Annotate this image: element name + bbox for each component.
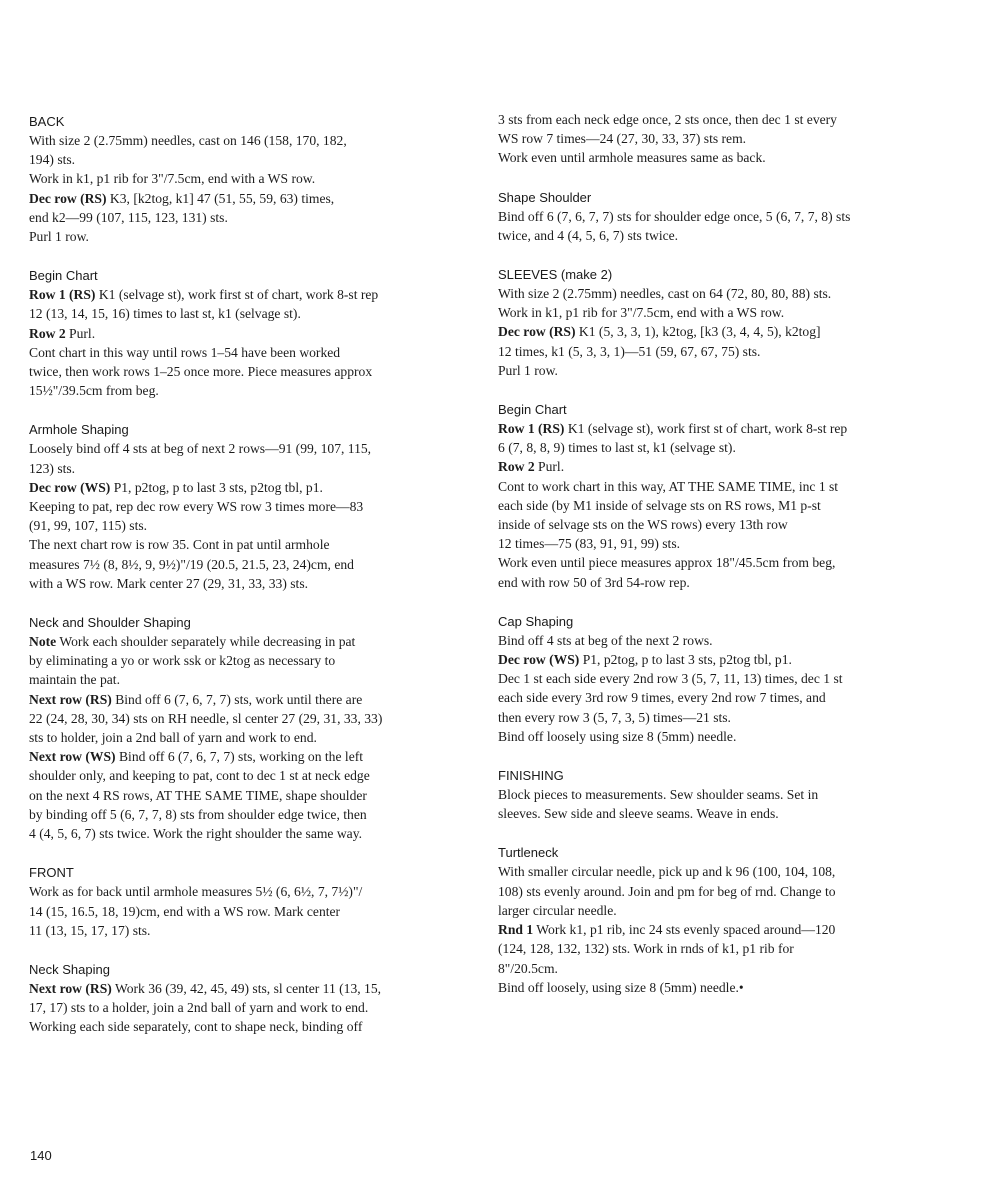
instruction-line bbox=[498, 148, 948, 167]
section-heading: Cap Shaping bbox=[498, 613, 574, 629]
instruction-text: Dec 1 st each side every 2nd row 3 (5, 7, 11, 13) times, dec 1 st bbox=[498, 671, 843, 687]
instruction-line bbox=[498, 882, 948, 901]
instruction-line bbox=[29, 227, 479, 246]
instruction-text: Purl. bbox=[534, 459, 565, 475]
instruction-text: Bind off 4 sts at beg of the next 2 rows. bbox=[498, 632, 713, 648]
section-heading: SLEEVES (make 2) bbox=[498, 267, 613, 283]
instruction-line bbox=[29, 439, 479, 458]
instruction-line bbox=[498, 573, 948, 592]
instruction-line bbox=[29, 902, 479, 921]
instruction-line bbox=[498, 901, 948, 920]
instruction-text: Keeping to pat, rep dec row every WS row 3 times more—83 bbox=[29, 499, 364, 515]
section-begin-chart bbox=[498, 400, 948, 592]
instruction-text: sleeves. Sew side and sleeve seams. Weave in ends. bbox=[498, 806, 779, 822]
instruction-line bbox=[498, 708, 948, 727]
instruction-line bbox=[498, 978, 948, 997]
instruction-text: Purl. bbox=[65, 325, 96, 341]
instruction-line bbox=[29, 805, 479, 824]
instruction-line bbox=[29, 786, 479, 805]
section-neck-shaping bbox=[29, 960, 479, 1037]
instruction-text: 17, 17) sts to a holder, join a 2nd ball of yarn and work to end. bbox=[29, 1000, 369, 1016]
section-heading: Neck and Shoulder Shaping bbox=[29, 615, 191, 631]
instruction-line bbox=[29, 304, 479, 323]
instruction-text: Work in k1, p1 rib for 3"/7.5cm, end with a WS row. bbox=[29, 171, 316, 187]
instruction-text: The next chart row is row 35. Cont in pat until armhole bbox=[29, 537, 330, 553]
section-heading: BACK bbox=[29, 114, 65, 129]
page-number: 140 bbox=[30, 1148, 52, 1163]
instruction-text: by eliminating a yo or work ssk or k2tog as necessary to bbox=[29, 653, 336, 669]
instruction-line bbox=[498, 303, 948, 322]
instruction-line bbox=[498, 669, 948, 688]
instruction-line bbox=[498, 129, 948, 148]
instruction-text: P1, p2tog, p to last 3 sts, p2tog tbl, p1. bbox=[579, 652, 792, 668]
instruction-line bbox=[29, 189, 479, 208]
row-label: Dec row (RS) bbox=[29, 190, 107, 206]
instruction-text: 4 (4, 5, 6, 7) sts twice. Work the right shoulder the same way. bbox=[29, 826, 363, 842]
section-heading: Shape Shoulder bbox=[498, 189, 592, 205]
instruction-text: each side every 3rd row 9 times, every 2nd row 7 times, and bbox=[498, 690, 826, 706]
instruction-text: With size 2 (2.75mm) needles, cast on 146 (158, 170, 182, bbox=[29, 133, 347, 148]
instruction-line bbox=[29, 381, 479, 400]
instruction-text: 3 sts from each neck edge once, 2 sts once, then dec 1 st every bbox=[498, 112, 837, 127]
instruction-line bbox=[498, 342, 948, 361]
instruction-text: Bind off 6 (7, 6, 7, 7) sts for shoulder edge once, 5 (6, 7, 7, 8) sts bbox=[498, 208, 851, 224]
section-turtleneck bbox=[498, 843, 948, 996]
instruction-text: Bind off 6 (7, 6, 7, 7) sts, work until there are bbox=[111, 691, 363, 707]
instruction-text: K1 (selvage st), work first st of chart, work 8-st rep bbox=[95, 287, 379, 303]
instruction-text: 12 times—75 (83, 91, 91, 99) sts. bbox=[498, 536, 681, 552]
instruction-line bbox=[29, 324, 479, 343]
instruction-text: Bind off loosely, using size 8 (5mm) needle.• bbox=[498, 979, 744, 995]
instruction-line bbox=[498, 226, 948, 245]
instruction-text: 194) sts. bbox=[29, 152, 76, 168]
row-label: Next row (RS) bbox=[29, 980, 112, 996]
instruction-text: on the next 4 RS rows, AT THE SAME TIME, shape shoulder bbox=[29, 787, 367, 803]
instruction-text: Block pieces to measurements. Sew shoulder seams. Set in bbox=[498, 787, 819, 803]
instruction-text: twice, then work rows 1–25 once more. Piece measures approx bbox=[29, 364, 373, 380]
section-shape-shoulder bbox=[498, 188, 948, 245]
instruction-line bbox=[29, 497, 479, 516]
instruction-line bbox=[29, 979, 479, 998]
section-heading: FINISHING bbox=[498, 768, 564, 784]
instruction-line bbox=[498, 515, 948, 534]
instruction-text: Work even until piece measures approx 18"/45.5cm from beg, bbox=[498, 555, 836, 571]
instruction-line bbox=[498, 650, 948, 669]
instruction-text: Work each shoulder separately while decreasing in pat bbox=[56, 634, 356, 650]
instruction-line bbox=[29, 728, 479, 747]
instruction-text: Work 36 (39, 42, 45, 49) sts, sl center 11 (13, 15, bbox=[111, 980, 382, 996]
instruction-line bbox=[29, 670, 479, 689]
instruction-text: Bind off 6 (7, 6, 7, 7) sts, working on the left bbox=[115, 749, 364, 765]
instruction-text: Work as for back until armhole measures 5½ (6, 6½, 7, 7½)"/ bbox=[29, 884, 363, 900]
instruction-line bbox=[498, 457, 948, 476]
instruction-line bbox=[498, 207, 948, 226]
instruction-text: K1 (selvage st), work first st of chart, work 8-st rep bbox=[564, 421, 848, 437]
instruction-line bbox=[29, 921, 479, 940]
instruction-text: sts to holder, join a 2nd ball of yarn and work to end. bbox=[29, 730, 317, 746]
section-back bbox=[29, 112, 479, 246]
instruction-text: 15½"/39.5cm from beg. bbox=[29, 383, 159, 399]
instruction-line bbox=[29, 459, 479, 478]
instruction-line bbox=[29, 555, 479, 574]
instruction-line bbox=[29, 208, 479, 227]
instruction-text: 6 (7, 8, 8, 9) times to last st, k1 (selvage st). bbox=[498, 440, 736, 456]
row-label: Next row (WS) bbox=[29, 749, 116, 765]
left-column bbox=[29, 112, 479, 1037]
instruction-text: 22 (24, 28, 30, 34) sts on RH needle, sl center 27 (29, 31, 33, 33) bbox=[29, 710, 383, 726]
row-label: Rnd 1 bbox=[498, 922, 534, 938]
instruction-line bbox=[498, 534, 948, 553]
row-label: Dec row (WS) bbox=[498, 652, 580, 668]
instruction-line bbox=[29, 478, 479, 497]
instruction-line bbox=[29, 882, 479, 901]
section-cap-shaping bbox=[498, 612, 948, 746]
row-label: Note bbox=[29, 634, 57, 650]
row-label: Row 2 bbox=[498, 459, 535, 475]
instruction-text: end k2—99 (107, 115, 123, 131) sts. bbox=[29, 209, 228, 225]
section-heading: Turtleneck bbox=[498, 845, 559, 861]
section-continued bbox=[498, 110, 948, 168]
section-heading: Neck Shaping bbox=[29, 961, 110, 977]
right-column bbox=[498, 110, 948, 997]
instruction-line bbox=[498, 361, 948, 380]
instruction-text: Work k1, p1 rib, inc 24 sts evenly spaced around—120 bbox=[533, 922, 836, 938]
instruction-line bbox=[498, 688, 948, 707]
instruction-line bbox=[498, 804, 948, 823]
instruction-text: P1, p2tog, p to last 3 sts, p2tog tbl, p1. bbox=[110, 479, 323, 495]
instruction-text: (124, 128, 132, 132) sts. Work in rnds of k1, p1 rib for bbox=[498, 941, 794, 957]
instruction-line bbox=[498, 959, 948, 978]
instruction-text: 12 times, k1 (5, 3, 3, 1)—51 (59, 67, 67, 75) sts. bbox=[498, 343, 761, 359]
instruction-text: by binding off 5 (6, 7, 7, 8) sts from shoulder edge twice, then bbox=[29, 806, 367, 822]
instruction-text: With size 2 (2.75mm) needles, cast on 64 (72, 80, 80, 88) sts. bbox=[498, 286, 832, 302]
section-front bbox=[29, 863, 479, 940]
instruction-text: K1 (5, 3, 3, 1), k2tog, [k3 (3, 4, 4, 5), k2tog] bbox=[575, 324, 821, 340]
instruction-line bbox=[29, 824, 479, 843]
instruction-line bbox=[498, 862, 948, 881]
instruction-text: (91, 99, 107, 115) sts. bbox=[29, 518, 148, 534]
section-heading: FRONT bbox=[29, 865, 74, 881]
instruction-line bbox=[29, 998, 479, 1017]
instruction-text: Bind off loosely using size 8 (5mm) needle. bbox=[498, 728, 737, 744]
instruction-text: Loosely bind off 4 sts at beg of next 2 rows—91 (99, 107, 115, bbox=[29, 441, 372, 457]
instruction-line bbox=[498, 284, 948, 303]
section-begin-chart bbox=[29, 266, 479, 400]
instruction-line bbox=[29, 690, 479, 709]
instruction-text: inside of selvage sts on the WS rows) every 13th row bbox=[498, 517, 788, 533]
instruction-text: Purl 1 row. bbox=[498, 362, 558, 378]
instruction-line bbox=[29, 709, 479, 728]
row-label: Next row (RS) bbox=[29, 691, 112, 707]
section-finishing bbox=[498, 766, 948, 823]
instruction-line bbox=[29, 651, 479, 670]
instruction-line bbox=[498, 496, 948, 515]
instruction-line bbox=[29, 632, 479, 651]
instruction-line bbox=[29, 516, 479, 535]
section-sleeves-make-2 bbox=[498, 265, 948, 380]
instruction-text: twice, and 4 (4, 5, 6, 7) sts twice. bbox=[498, 227, 679, 243]
instruction-text: each side (by M1 inside of selvage sts on RS rows, M1 p-st bbox=[498, 497, 821, 513]
instruction-line bbox=[29, 1017, 479, 1036]
instruction-line bbox=[29, 285, 479, 304]
instruction-text: With smaller circular needle, pick up and k 96 (100, 104, 108, bbox=[498, 864, 836, 880]
instruction-line bbox=[498, 939, 948, 958]
instruction-line bbox=[498, 419, 948, 438]
instruction-line bbox=[498, 920, 948, 939]
instruction-text: Cont to work chart in this way, AT THE SAME TIME, inc 1 st bbox=[498, 478, 839, 494]
section-heading: Begin Chart bbox=[29, 268, 98, 284]
instruction-line bbox=[498, 553, 948, 572]
instruction-text: 11 (13, 15, 17, 17) sts. bbox=[29, 922, 151, 938]
row-label: Dec row (RS) bbox=[498, 324, 576, 340]
instruction-text: measures 7½ (8, 8½, 9, 9½)"/19 (20.5, 21.5, 23, 24)cm, end bbox=[29, 556, 354, 572]
instruction-line bbox=[29, 535, 479, 554]
instruction-line bbox=[29, 766, 479, 785]
instruction-text: 123) sts. bbox=[29, 460, 76, 476]
instruction-line bbox=[498, 438, 948, 457]
section-neck-and-shoulder-shaping bbox=[29, 613, 479, 843]
instruction-text: Purl 1 row. bbox=[29, 229, 89, 245]
instruction-text: 14 (15, 16.5, 18, 19)cm, end with a WS row. Mark center bbox=[29, 903, 341, 919]
instruction-text: Work in k1, p1 rib for 3"/7.5cm, end with a WS row. bbox=[498, 305, 785, 321]
instruction-line bbox=[498, 322, 948, 341]
instruction-line bbox=[29, 574, 479, 593]
instruction-line bbox=[29, 150, 479, 169]
instruction-line bbox=[498, 110, 948, 129]
section-armhole-shaping bbox=[29, 420, 479, 593]
section-heading: Begin Chart bbox=[498, 402, 567, 418]
instruction-text: Working each side separately, cont to shape neck, binding off bbox=[29, 1019, 363, 1035]
row-label: Dec row (WS) bbox=[29, 479, 111, 495]
instruction-text: K3, [k2tog, k1] 47 (51, 55, 59, 63) times, bbox=[106, 190, 335, 206]
instruction-text: maintain the pat. bbox=[29, 672, 120, 688]
instruction-line bbox=[29, 362, 479, 381]
instruction-text: end with row 50 of 3rd 54-row rep. bbox=[498, 574, 690, 590]
instruction-line bbox=[29, 747, 479, 766]
instruction-line bbox=[29, 131, 479, 150]
instruction-line bbox=[498, 727, 948, 746]
instruction-text: Work even until armhole measures same as back. bbox=[498, 150, 766, 166]
row-label: Row 2 bbox=[29, 325, 66, 341]
instruction-text: with a WS row. Mark center 27 (29, 31, 33, 33) sts. bbox=[29, 575, 309, 591]
instruction-text: 108) sts evenly around. Join and pm for beg of rnd. Change to bbox=[498, 883, 836, 899]
row-label: Row 1 (RS) bbox=[498, 421, 565, 437]
instruction-text: then every row 3 (5, 7, 3, 5) times—21 sts. bbox=[498, 709, 731, 725]
instruction-line bbox=[29, 343, 479, 362]
instruction-line bbox=[498, 631, 948, 650]
instruction-text: 8"/20.5cm. bbox=[498, 960, 558, 976]
instruction-line bbox=[498, 477, 948, 496]
row-label: Row 1 (RS) bbox=[29, 287, 96, 303]
instruction-text: shoulder only, and keeping to pat, cont to dec 1 st at neck edge bbox=[29, 768, 370, 784]
instruction-text: larger circular needle. bbox=[498, 902, 617, 918]
instruction-text: Cont chart in this way until rows 1–54 have been worked bbox=[29, 344, 341, 360]
section-heading: Armhole Shaping bbox=[29, 422, 129, 438]
instruction-line bbox=[29, 169, 479, 188]
instruction-text: 12 (13, 14, 15, 16) times to last st, k1 (selvage st). bbox=[29, 306, 301, 322]
instruction-text: WS row 7 times—24 (27, 30, 33, 37) sts rem. bbox=[498, 131, 747, 147]
instruction-line bbox=[498, 785, 948, 804]
